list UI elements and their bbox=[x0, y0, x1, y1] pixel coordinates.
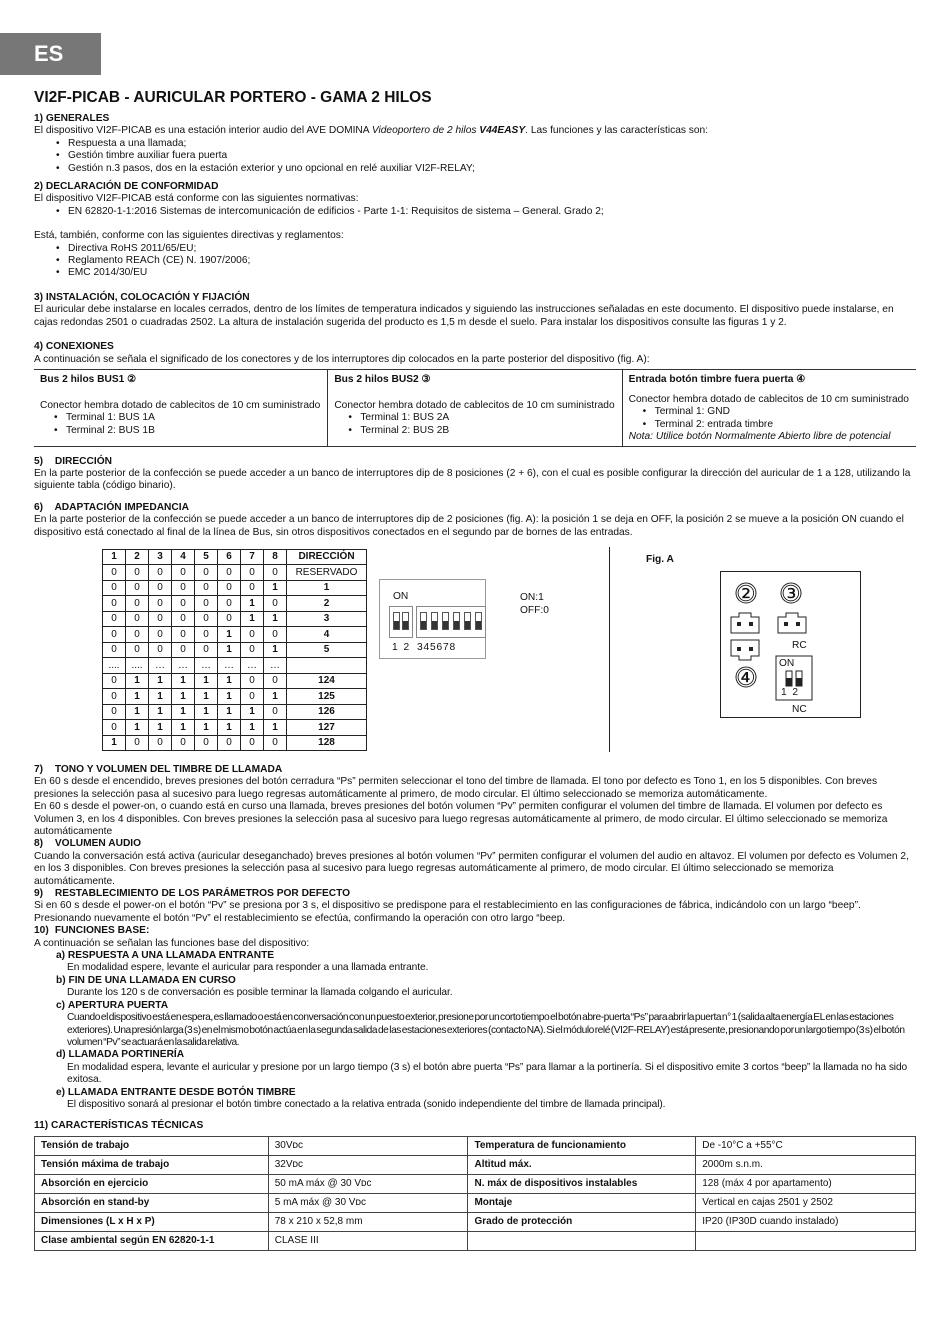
table-row bbox=[35, 1193, 916, 1212]
connector-pin bbox=[749, 622, 753, 626]
section-title: VOLUMEN AUDIO bbox=[54, 838, 142, 850]
table-cell: 1 bbox=[264, 720, 287, 736]
table-cell: 0 bbox=[103, 720, 126, 736]
spec-value: 30Vᴅᴄ bbox=[268, 1136, 468, 1155]
section-conformidad-heading: 2) DECLARACIÓN DE CONFORMIDAD bbox=[34, 181, 219, 193]
section-impedancia-heading bbox=[34, 502, 916, 514]
table-row bbox=[103, 642, 367, 658]
table-cell bbox=[287, 658, 367, 674]
section-conexiones-heading: 4) CONEXIONES bbox=[34, 341, 114, 353]
nc-label: NC bbox=[792, 703, 807, 715]
table-cell: 128 bbox=[287, 735, 367, 751]
table-cell: 0 bbox=[103, 580, 126, 596]
function-item bbox=[56, 950, 916, 975]
dip-address-table bbox=[102, 549, 367, 752]
section-generales-intro bbox=[34, 125, 916, 137]
table-cell: 3 bbox=[287, 611, 367, 627]
table-cell: 0 bbox=[241, 580, 264, 596]
table-cell: 1 bbox=[126, 673, 149, 689]
function-item bbox=[56, 1087, 916, 1112]
table-header-cell: 5 bbox=[195, 549, 218, 565]
connector-pin bbox=[749, 647, 753, 651]
table-row bbox=[103, 673, 367, 689]
rc-label: RC bbox=[792, 639, 807, 651]
table-cell: 1 bbox=[264, 580, 287, 596]
connector-title: Bus 2 hilos BUS2 ③ bbox=[334, 373, 431, 385]
spec-label: Montaje bbox=[468, 1193, 696, 1212]
section-title: DIRECCIÓN bbox=[54, 455, 113, 467]
spec-label: Tensión máxima de trabajo bbox=[35, 1155, 269, 1174]
generales-list bbox=[56, 138, 916, 175]
table-cell: … bbox=[195, 658, 218, 674]
dip-on-label: ON bbox=[779, 657, 795, 669]
table-cell: 0 bbox=[103, 611, 126, 627]
spec-value: Vertical en cajas 2501 y 2502 bbox=[696, 1193, 916, 1212]
table-cell: 125 bbox=[287, 689, 367, 705]
list-item: • EMC 2014/30/EU bbox=[56, 267, 916, 279]
table-cell: 1 bbox=[195, 720, 218, 736]
table-cell: … bbox=[172, 658, 195, 674]
terminal-2-label: ② bbox=[736, 580, 756, 606]
spec-value bbox=[696, 1231, 916, 1250]
dip-on-label: ON bbox=[393, 590, 409, 602]
dip-figures bbox=[34, 539, 916, 764]
dip-switch bbox=[431, 612, 438, 630]
spec-label: Absorción en ejercicio bbox=[35, 1174, 269, 1193]
table-cell: 1 bbox=[218, 689, 241, 705]
table-cell: 0 bbox=[172, 627, 195, 643]
table-cell: 0 bbox=[103, 596, 126, 612]
table-cell: 0 bbox=[172, 596, 195, 612]
list-item: • Terminal 2: BUS 1B bbox=[54, 425, 321, 437]
function-letter: e) bbox=[56, 1086, 66, 1098]
table-cell: … bbox=[241, 658, 264, 674]
function-text: El dispositivo sonará al presionar el botón timbre conectado a la relativa entrada (sonido independiente del timbre de llamada principal). bbox=[67, 1098, 666, 1110]
section-number: 6) bbox=[34, 501, 44, 513]
section-number: 10) bbox=[34, 925, 49, 937]
table-cell: 0 bbox=[126, 627, 149, 643]
table-cell: 0 bbox=[172, 565, 195, 581]
intro-text: El dispositivo VI2F-PICAB es una estación interior audio del AVE DOMINA bbox=[34, 125, 372, 137]
spec-value: 78 x 210 x 52,8 mm bbox=[268, 1212, 468, 1231]
table-cell: 0 bbox=[218, 611, 241, 627]
spec-value: CLASE III bbox=[268, 1231, 468, 1250]
technical-specs-table bbox=[34, 1136, 916, 1251]
table-cell: 0 bbox=[218, 580, 241, 596]
table-cell: 1 bbox=[103, 735, 126, 751]
connector-bus2-shape bbox=[778, 613, 806, 633]
spec-value: 2000m s.n.m. bbox=[696, 1155, 916, 1174]
table-header-row bbox=[103, 549, 367, 565]
conexiones-intro: A continuación se señala el significado de los conectores y de los interruptores dip colocados en la parte posterior del dispositivo (fig. A): bbox=[34, 353, 650, 365]
table-header-cell: 1 bbox=[103, 549, 126, 565]
table-row bbox=[103, 627, 367, 643]
table-row bbox=[103, 720, 367, 736]
table-cell: 0 bbox=[195, 627, 218, 643]
table-cell: 1 bbox=[149, 689, 172, 705]
list-item: • Terminal 2: entrada timbre bbox=[643, 419, 910, 431]
dip-switch bbox=[442, 612, 449, 630]
table-header-cell: 4 bbox=[172, 549, 195, 565]
table-cell: 0 bbox=[264, 673, 287, 689]
list-item: • EN 62820-1-1:2016 Sistemas de intercomunicación de edificios - Parte 1-1: Requisitos de sistema – General. Grado 2; bbox=[56, 206, 916, 218]
conformidad-intro: El dispositivo VI2F-PICAB está conforme con las siguientes normativas: bbox=[34, 193, 359, 205]
funciones-intro: A continuación se señalan las funciones base del dispositivo: bbox=[34, 937, 310, 949]
section-tono-heading bbox=[34, 764, 916, 776]
table-cell: 1 bbox=[241, 704, 264, 720]
table-cell: 4 bbox=[287, 627, 367, 643]
table-cell: 1 bbox=[149, 704, 172, 720]
terminal-4-label: ④ bbox=[736, 664, 756, 690]
table-cell: 1 bbox=[264, 689, 287, 705]
section-instalacion-heading: 3) INSTALACIÓN, COLOCACIÓN Y FIJACIÓN bbox=[34, 291, 250, 303]
table-row bbox=[35, 1231, 916, 1250]
table-cell: 1 bbox=[195, 673, 218, 689]
list-item: • Respuesta a una llamada; bbox=[56, 138, 916, 150]
figure-divider bbox=[609, 547, 610, 752]
impedance-switch-1-knob bbox=[786, 678, 792, 686]
section-direccion-heading bbox=[34, 456, 916, 468]
spec-label: N. máx de dispositivos instalables bbox=[468, 1174, 696, 1193]
function-title: FIN DE UNA LLAMADA EN CURSO bbox=[68, 974, 236, 986]
section-number: 9) bbox=[34, 888, 44, 900]
connector-terminals bbox=[54, 412, 321, 437]
directivas-intro: Está, también, conforme con las siguientes directivas y reglamentos: bbox=[34, 230, 344, 242]
table-cell: 0 bbox=[103, 689, 126, 705]
table-cell: 0 bbox=[103, 627, 126, 643]
table-cell: 0 bbox=[172, 735, 195, 751]
section-generales-heading: 1) GENERALES bbox=[34, 113, 110, 124]
connector-desc: Conector hembra dotado de cablecitos de 10 cm suministrado bbox=[40, 399, 321, 411]
function-item bbox=[56, 1000, 916, 1050]
connector-desc: Conector hembra dotado de cablecitos de 10 cm suministrado bbox=[628, 393, 909, 405]
connector-pin bbox=[796, 622, 800, 626]
table-row bbox=[35, 1174, 916, 1193]
connector-note: Nota: Utilice botón Normalmente Abierto libre de potencial bbox=[628, 431, 891, 443]
document-body bbox=[34, 88, 916, 1251]
list-item: • Terminal 1: BUS 1A bbox=[54, 412, 321, 424]
table-cell: 0 bbox=[126, 642, 149, 658]
function-text: Cuando el dispositivo está en espera, es llamado o está en conversación con un puesto exterior, presione por un corto tiempo el botón abre-puerta “Ps” para abrir la puerta n° 1 (salida alta energía EL en las estaciones exteriores). Una presión larga (3 s) en el mismo botón actúa en la segunda salida de las estaciones exteriores (contacto NA). Si el módulo relé (VI2F-RELAY) está presente, presionando por un largo tiempo (3 s) el botón volumen “Pv” se actuará en la salida relativa. bbox=[67, 1012, 905, 1048]
terminal-3-label: ③ bbox=[781, 580, 801, 606]
spec-label bbox=[468, 1231, 696, 1250]
dip-switch bbox=[393, 612, 400, 630]
function-letter: a) bbox=[56, 950, 66, 962]
table-row bbox=[35, 1155, 916, 1174]
table-cell: … bbox=[149, 658, 172, 674]
dip-positions-b: 3 4 5 6 7 8 bbox=[417, 641, 455, 653]
function-letter: b) bbox=[56, 974, 66, 986]
table-row bbox=[103, 596, 367, 612]
connector-timbre-shape bbox=[731, 640, 759, 660]
directivas-list bbox=[56, 243, 916, 280]
spec-label: Altitud máx. bbox=[468, 1155, 696, 1174]
dip-switch bbox=[464, 612, 471, 630]
spec-label: Clase ambiental según EN 62820-1-1 bbox=[35, 1231, 269, 1250]
direccion-text: En la parte posterior de la confección se puede acceder a un banco de interruptores dip de 8 posiciones (2 + 6), con el cual es posible configurar la dirección del auricular de 1 a 128, utilizando la siguiente tabla (código binario). bbox=[34, 467, 911, 492]
tono-text-1: En 60 s desde el encendido, breves presiones del botón cerradura “Ps” permiten seleccionar el tono del timbre de llamada. El tono por defecto es Tono 1, en los 5 disponibles. Con breves presiones la selección pasa al sucesivo para luego regresas automáticamente al primero, de modo circular. El último seleccionado se memoriza automáticamente. bbox=[34, 776, 878, 800]
fig-a-title: Fig. A bbox=[646, 553, 674, 565]
list-item: • Gestión n.3 pasos, dos en la estación exterior y uno opcional en relé auxiliar VI2F-RELAY; bbox=[56, 163, 916, 175]
dip-switch bbox=[453, 612, 460, 630]
connector-terminals bbox=[348, 412, 615, 437]
connector-bus1 bbox=[34, 370, 327, 446]
spec-value: 5 mA máx @ 30 Vᴅᴄ bbox=[268, 1193, 468, 1212]
dip-pos-label: 1 2 bbox=[781, 686, 798, 698]
spec-label: Tensión de trabajo bbox=[35, 1136, 269, 1155]
table-cell: 0 bbox=[195, 580, 218, 596]
section-volumen-heading bbox=[34, 838, 916, 850]
dip-bank-b bbox=[416, 606, 486, 638]
spec-label: Dimensiones (L x H x P) bbox=[35, 1212, 269, 1231]
table-cell: 0 bbox=[126, 565, 149, 581]
table-row bbox=[103, 580, 367, 596]
function-text: En modalidad espere, levante el auricular para responder a una llamada entrante. bbox=[67, 962, 429, 974]
table-cell: 1 bbox=[218, 704, 241, 720]
section-number: 8) bbox=[34, 838, 44, 850]
table-cell: 0 bbox=[149, 627, 172, 643]
table-cell: 0 bbox=[172, 642, 195, 658]
table-header-cell: 2 bbox=[126, 549, 149, 565]
table-row bbox=[103, 658, 367, 674]
connector-pin bbox=[784, 622, 788, 626]
table-cell: 0 bbox=[103, 642, 126, 658]
table-cell: 0 bbox=[103, 704, 126, 720]
list-item: • Terminal 1: BUS 2A bbox=[348, 412, 615, 424]
table-cell: 0 bbox=[218, 735, 241, 751]
document-title: VI2F-PICAB - AURICULAR PORTERO - GAMA 2 HILOS bbox=[34, 89, 432, 106]
table-cell: 0 bbox=[172, 611, 195, 627]
table-cell: 1 bbox=[241, 720, 264, 736]
table-cell: 0 bbox=[149, 642, 172, 658]
spec-value: 128 (máx 4 por apartamento) bbox=[696, 1174, 916, 1193]
table-cell: 0 bbox=[264, 704, 287, 720]
dip-switch bbox=[475, 612, 482, 630]
table-cell: 1 bbox=[126, 720, 149, 736]
table-cell: 0 bbox=[241, 565, 264, 581]
table-cell: 1 bbox=[172, 720, 195, 736]
table-cell: 127 bbox=[287, 720, 367, 736]
table-cell: 0 bbox=[264, 565, 287, 581]
intro-end-text: . Las funciones y las características son: bbox=[525, 125, 709, 137]
table-cell: 0 bbox=[241, 689, 264, 705]
table-row bbox=[103, 611, 367, 627]
table-cell: 1 bbox=[241, 596, 264, 612]
impedance-switch-2-knob bbox=[796, 678, 802, 686]
connectors-table bbox=[34, 369, 916, 447]
table-cell: 0 bbox=[218, 565, 241, 581]
table-cell: 0 bbox=[218, 596, 241, 612]
table-cell: 0 bbox=[149, 735, 172, 751]
intro-italic-text: Videoportero de 2 hilos bbox=[371, 125, 480, 137]
volumen-text: Cuando la conversación está activa (auricular deseganchado) breves presiones al botón volumen “Pv” permiten configurar el volumen del audio en altavoz. El volumen por defecto es Volumen 2, en los 3 disponibles. Con breves presiones la selección pasa al sucesivo para luego regresas automáticamente al primero, de modo circular. El último seleccionado se memoriza automáticamente. bbox=[34, 850, 909, 887]
table-cell: 1 bbox=[149, 720, 172, 736]
table-cell: 0 bbox=[241, 673, 264, 689]
connector-pin bbox=[737, 647, 741, 651]
tono-text-2: En 60 s desde el power-on, o cuando está en curso una llamada, breves presiones del botón volumen “Pv” permiten configurar el volumen del timbre de llamada. El volumen por defecto es Volumen 3, en los 4 disponibles. Con breves presiones la selección pasa al sucesivo para luego regresas automáticamente al primero, de modo circular. El último seleccionado se memoriza automáticamente bbox=[34, 801, 888, 837]
table-cell: 1 bbox=[172, 704, 195, 720]
section-tecnicas-heading: 11) CARACTERÍSTICAS TÉCNICAS bbox=[34, 1120, 204, 1132]
spec-value: IP20 (IP30D cuando instalado) bbox=[696, 1212, 916, 1231]
table-cell: 0 bbox=[149, 565, 172, 581]
table-cell: 1 bbox=[241, 611, 264, 627]
language-tag: ES bbox=[0, 33, 101, 75]
intro-product-name: V44EASY bbox=[479, 125, 526, 137]
table-cell: 1 bbox=[195, 689, 218, 705]
table-header-cell: 6 bbox=[218, 549, 241, 565]
table-row bbox=[103, 704, 367, 720]
table-cell: 124 bbox=[287, 673, 367, 689]
connector-bus2 bbox=[327, 370, 621, 446]
function-item bbox=[56, 1049, 916, 1086]
function-letter: c) bbox=[56, 999, 66, 1011]
table-cell: 0 bbox=[195, 642, 218, 658]
table-cell: 0 bbox=[126, 580, 149, 596]
table-row bbox=[35, 1136, 916, 1155]
dip-positions-a: 1 2 bbox=[392, 641, 410, 653]
table-row bbox=[103, 565, 367, 581]
impedancia-text: En la parte posterior de la confección se puede acceder a un banco de interruptores dip de 2 posiciones (fig. A): la posición 1 se deja en OFF, la posición 2 se mueve a la posición ON cuando el dispositivo está conectado al final de la línea de Bus, sin otros dispositivos conectados en el segundo par de bornes de las entradas. bbox=[34, 514, 904, 538]
instalacion-text: El auricular debe instalarse en locales cerrados, dentro de los límites de temperatura indicados y siguiendo las instrucciones señaladas en este documento. El dispositivo puede instalarse, en cajas redondas 2501 o cuadradas 2502. La altura de instalación sugerida del producto es 1,5 m desde el suelo. Para instalar los dispositivos consulte las figuras 1 y 2. bbox=[34, 304, 894, 328]
table-row bbox=[103, 735, 367, 751]
section-title: FUNCIONES BASE: bbox=[54, 925, 150, 937]
connector-timbre bbox=[622, 370, 916, 446]
function-text: Durante los 120 s de conversación es posible terminar la llamada colgando el auricular. bbox=[67, 987, 453, 999]
list-item: • Terminal 1: GND bbox=[643, 406, 910, 418]
table-cell: 0 bbox=[264, 596, 287, 612]
fig-a-diagram bbox=[720, 571, 861, 718]
table-cell: .... bbox=[103, 658, 126, 674]
table-cell: 1 bbox=[218, 720, 241, 736]
list-item: • Terminal 2: BUS 2B bbox=[348, 425, 615, 437]
section-title: TONO Y VOLUMEN DEL TIMBRE DE LLAMADA bbox=[54, 763, 283, 775]
connector-title: Bus 2 hilos BUS1 ② bbox=[40, 373, 137, 385]
table-cell: 0 bbox=[126, 611, 149, 627]
table-cell: 0 bbox=[149, 580, 172, 596]
table-cell: 0 bbox=[149, 611, 172, 627]
list-item: • Directiva RoHS 2011/65/EU; bbox=[56, 243, 916, 255]
table-cell: 1 bbox=[172, 673, 195, 689]
table-cell: 1 bbox=[218, 627, 241, 643]
dip-legend-off: OFF:0 bbox=[520, 604, 549, 616]
table-cell: 0 bbox=[264, 627, 287, 643]
list-item: • Gestión timbre auxiliar fuera puerta bbox=[56, 150, 916, 162]
funciones-list bbox=[56, 950, 916, 1111]
table-cell: 0 bbox=[195, 596, 218, 612]
table-row bbox=[35, 1212, 916, 1231]
spec-label: Grado de protección bbox=[468, 1212, 696, 1231]
table-cell: 1 bbox=[218, 642, 241, 658]
connector-pin bbox=[737, 622, 741, 626]
function-title: RESPUESTA A UNA LLAMADA ENTRANTE bbox=[67, 950, 275, 962]
function-title: LLAMADA PORTINERÍA bbox=[68, 1049, 185, 1061]
spec-label: Absorción en stand-by bbox=[35, 1193, 269, 1212]
section-number: 7) bbox=[34, 763, 44, 775]
table-cell: 1 bbox=[195, 704, 218, 720]
table-cell: .... bbox=[126, 658, 149, 674]
spec-value: De -10°C a +55°C bbox=[696, 1136, 916, 1155]
table-header-cell: DIRECCIÓN bbox=[287, 549, 367, 565]
table-cell: 1 bbox=[126, 689, 149, 705]
table-cell: 0 bbox=[241, 642, 264, 658]
section-number: 5) bbox=[34, 455, 44, 467]
table-header-cell: 7 bbox=[241, 549, 264, 565]
function-letter: d) bbox=[56, 1049, 66, 1061]
table-cell: 1 bbox=[218, 673, 241, 689]
section-funciones-heading bbox=[34, 925, 916, 937]
function-text: En modalidad espera, levante el auricular y presione por un largo tiempo (3 s) el botón abre puerta “Ps” para llamar a la portinería. Si el dispositivo emite 3 cortos “beep” la llamada no ha sido exitosa. bbox=[67, 1061, 908, 1086]
spec-value: 32Vᴅᴄ bbox=[268, 1155, 468, 1174]
restablecimiento-text: Si en 60 s desde el power-on el botón “Pv” se presiona por 3 s, el dispositivo se predispone para el restablecimiento en las configuraciones de fábrica, indicándolo con un largo “beep”. Presionando nuevamente el botón “Pv” el restablecimiento se efectúa, confirmando la operación con otro largo “beep. bbox=[34, 900, 861, 924]
table-header-cell: 3 bbox=[149, 549, 172, 565]
table-cell: 0 bbox=[149, 596, 172, 612]
dip-legend-on: ON:1 bbox=[520, 591, 544, 603]
table-cell: 0 bbox=[126, 735, 149, 751]
table-cell: … bbox=[218, 658, 241, 674]
table-cell: 1 bbox=[264, 642, 287, 658]
spec-label: Temperatura de funcionamiento bbox=[468, 1136, 696, 1155]
section-title: RESTABLECIMIENTO DE LOS PARÁMETROS POR DEFECTO bbox=[54, 888, 351, 900]
table-cell: 0 bbox=[195, 565, 218, 581]
table-cell: RESERVADO bbox=[287, 565, 367, 581]
table-cell: 0 bbox=[103, 673, 126, 689]
table-cell: 0 bbox=[195, 611, 218, 627]
list-item: • Reglamento REACh (CE) N. 1907/2006; bbox=[56, 255, 916, 267]
table-cell: 0 bbox=[241, 735, 264, 751]
table-header-cell: 8 bbox=[264, 549, 287, 565]
table-cell: 0 bbox=[195, 735, 218, 751]
table-cell: 0 bbox=[172, 580, 195, 596]
conformidad-list bbox=[56, 206, 916, 218]
table-cell: 1 bbox=[264, 611, 287, 627]
section-title: ADAPTACIÓN IMPEDANCIA bbox=[54, 501, 189, 513]
table-row bbox=[103, 689, 367, 705]
dip-switch bbox=[402, 612, 409, 630]
connector-title: Entrada botón timbre fuera puerta ④ bbox=[628, 373, 806, 385]
table-cell: 1 bbox=[172, 689, 195, 705]
spec-value: 50 mA máx @ 30 Vᴅᴄ bbox=[268, 1174, 468, 1193]
function-title: LLAMADA ENTRANTE DESDE BOTÓN TIMBRE bbox=[67, 1086, 296, 1098]
section-restablecimiento-heading bbox=[34, 888, 916, 900]
dip-switch bbox=[420, 612, 427, 630]
function-item bbox=[56, 975, 916, 1000]
table-cell: 0 bbox=[103, 565, 126, 581]
table-cell: 0 bbox=[126, 596, 149, 612]
connector-bus1-shape bbox=[731, 613, 759, 633]
table-cell: 0 bbox=[241, 627, 264, 643]
table-cell: 2 bbox=[287, 596, 367, 612]
table-cell: 1 bbox=[287, 580, 367, 596]
connector-desc: Conector hembra dotado de cablecitos de 10 cm suministrado bbox=[334, 399, 615, 411]
dip-switch-diagram bbox=[379, 579, 486, 659]
table-cell: … bbox=[264, 658, 287, 674]
function-title: APERTURA PUERTA bbox=[67, 999, 169, 1011]
table-cell: 5 bbox=[287, 642, 367, 658]
table-cell: 1 bbox=[126, 704, 149, 720]
table-cell: 126 bbox=[287, 704, 367, 720]
dip-bank-a bbox=[389, 606, 413, 638]
connector-terminals bbox=[643, 406, 910, 431]
table-cell: 1 bbox=[149, 673, 172, 689]
table-cell: 0 bbox=[264, 735, 287, 751]
